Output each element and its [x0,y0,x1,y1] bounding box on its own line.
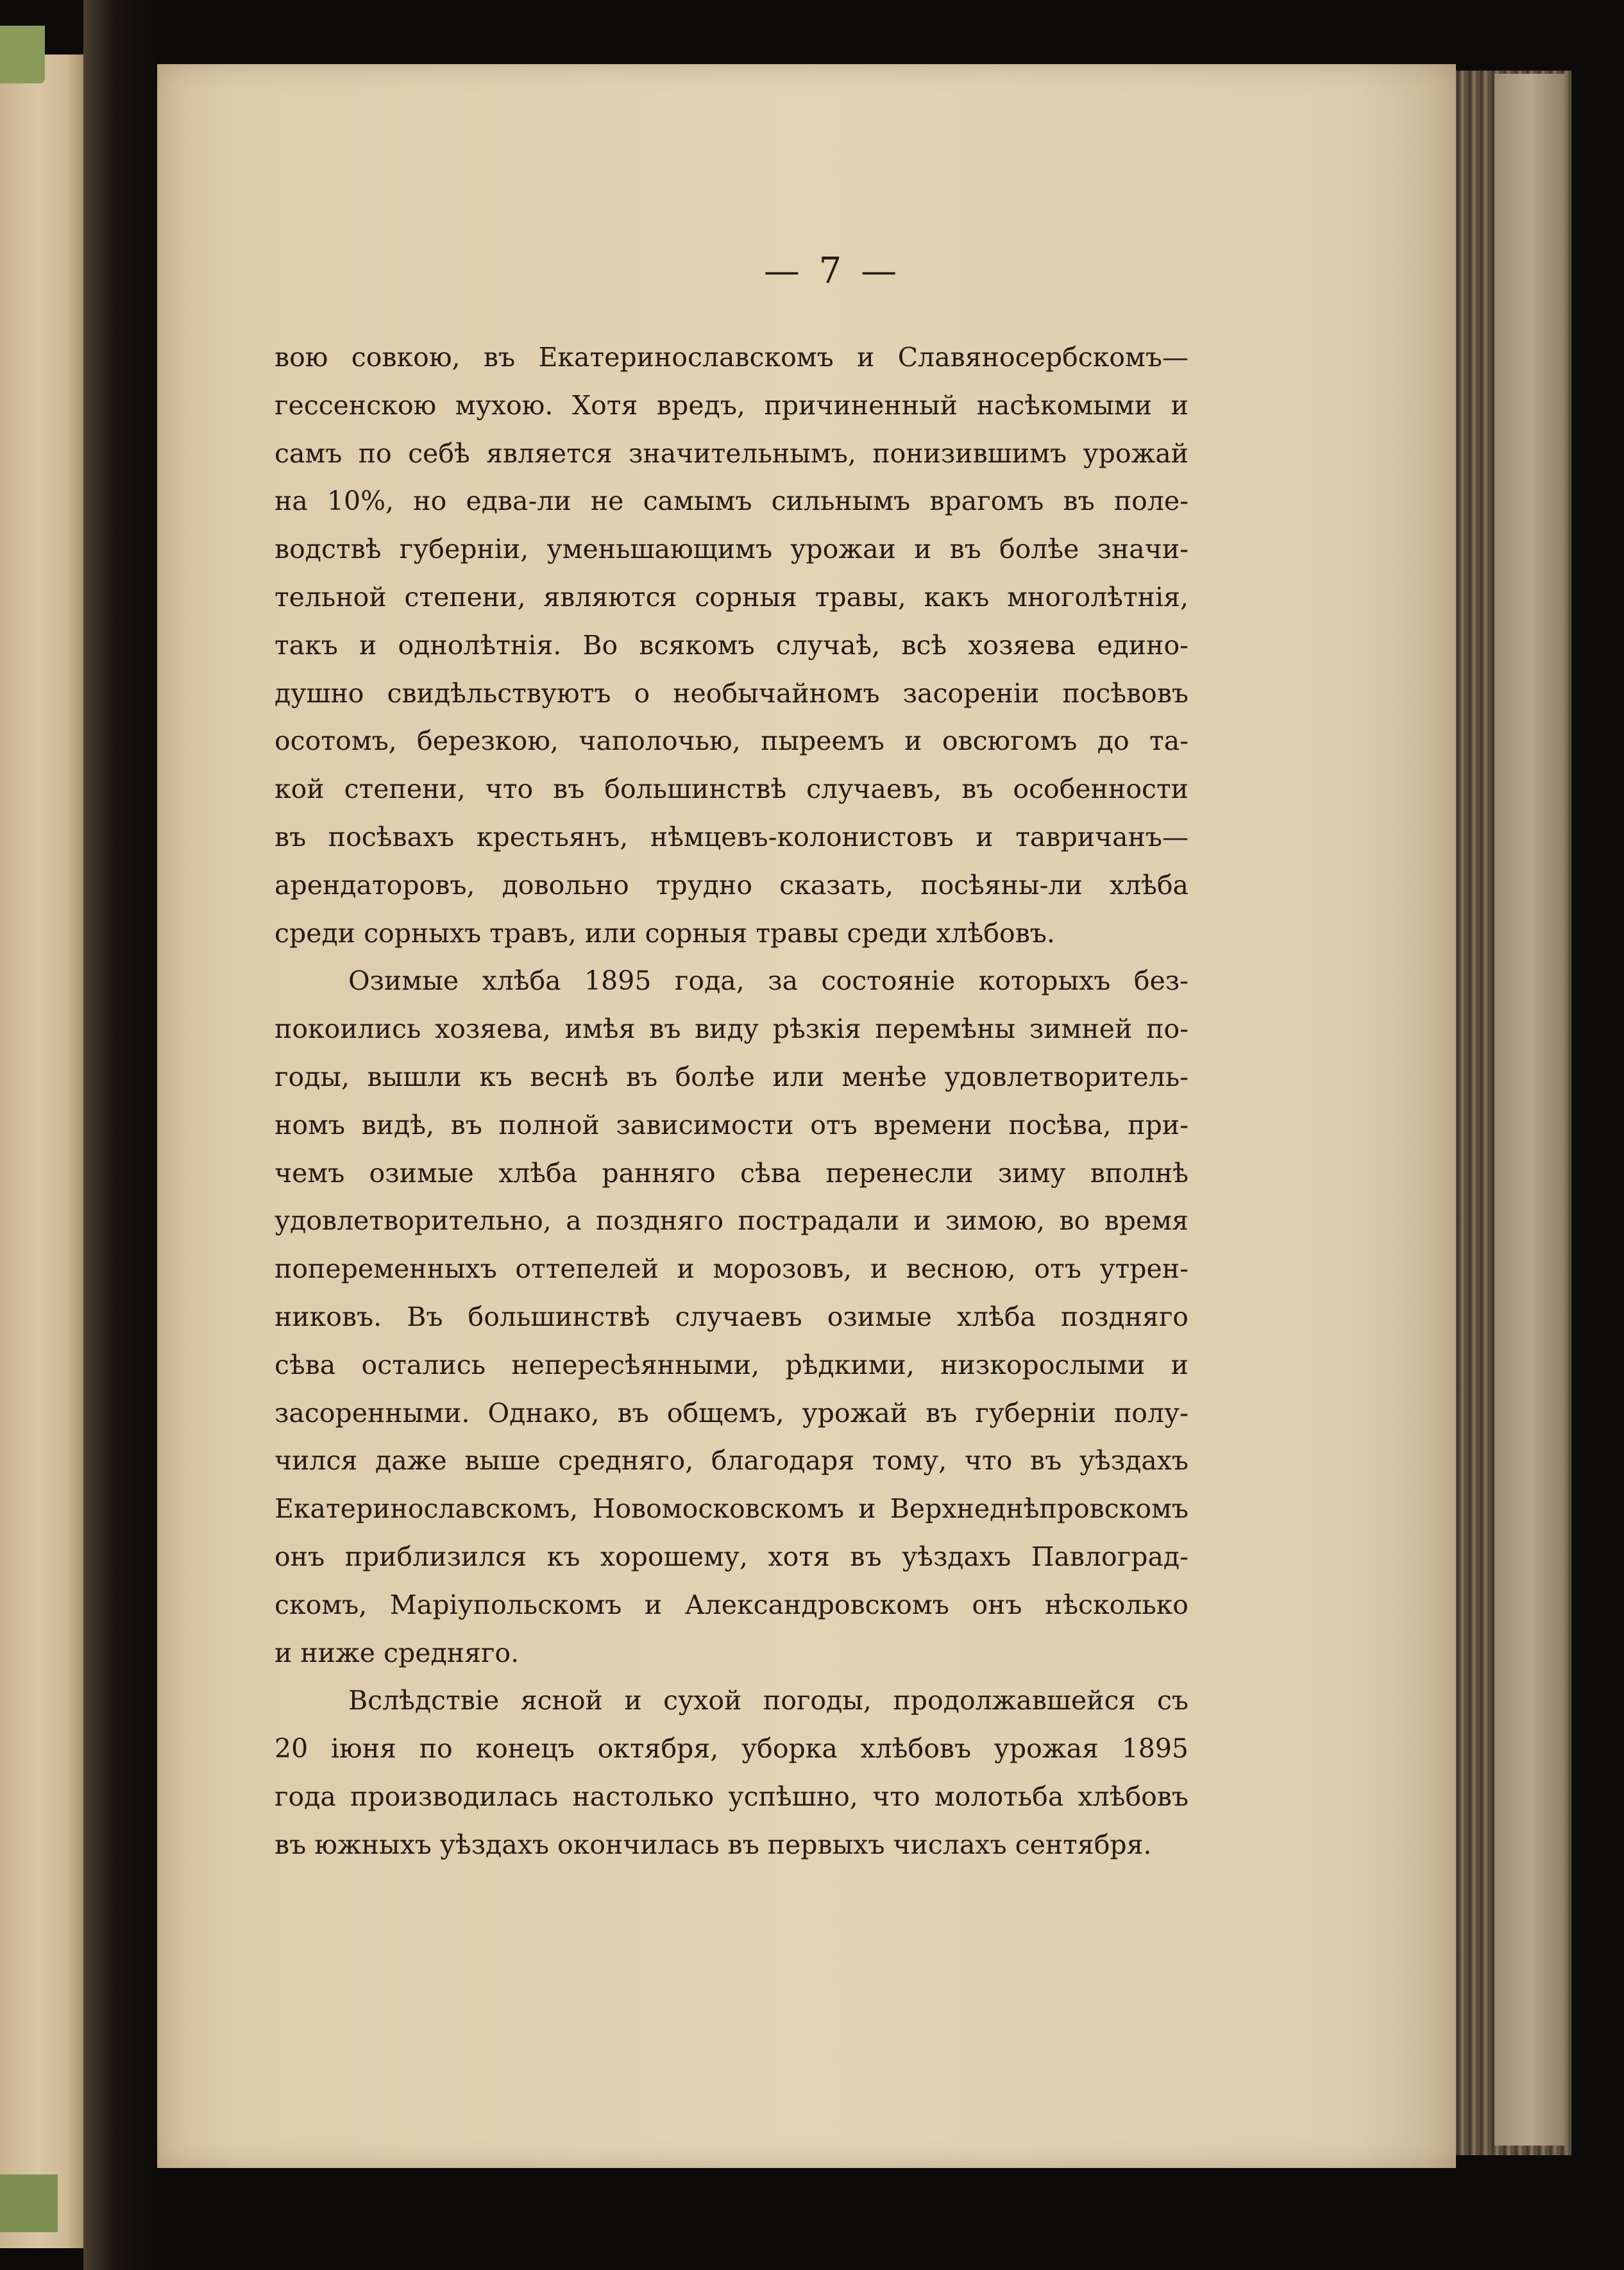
text-line: скомъ, Маріупольскомъ и Александровскомъ онъ нѣсколько [275,1589,1188,1620]
page-number-text: — 7 — [763,250,901,292]
page-number [157,250,1456,292]
text-line: годы, вышли къ веснѣ въ болѣе или менѣе удовлетворитель- [275,1061,1188,1092]
book-cover-edge [1494,74,1565,2146]
text-line: арендаторовъ, довольно трудно сказать, посѣяны-ли хлѣба [275,869,1188,901]
text-line: осотомъ, березкою, чаполочью, пыреемъ и овсюгомъ до та- [275,725,1188,757]
text-line: Озимые хлѣба 1895 года, за состояніе которыхъ без- [348,965,1188,997]
spine-ribbon-top [0,26,45,83]
book-gutter [83,0,160,2270]
book-page [157,64,1456,2168]
text-line: попеременныхъ оттепелей и морозовъ, и весною, отъ утрен- [275,1253,1188,1285]
text-line: номъ видѣ, въ полной зависимости отъ времени посѣва, при- [275,1109,1188,1140]
text-line: года производилась настолько успѣшно, что молотьба хлѣбовъ [275,1781,1188,1812]
text-line: вою совкою, въ Екатеринославскомъ и Славяносербскомъ— [275,342,1188,373]
text-line: въ южныхъ уѣздахъ окончилась въ первыхъ числахъ сентября. [275,1829,1152,1860]
text-line: на 10%, но едва-ли не самымъ сильнымъ врагомъ въ поле- [275,486,1188,517]
text-line: въ посѣвахъ крестьянъ, нѣмцевъ-колонистовъ и тавричанъ— [275,821,1188,852]
text-line: сѣва остались непересѣянными, рѣдкими, низкорослыми и [275,1349,1188,1380]
text-line: Екатеринославскомъ, Новомосковскомъ и Верхнеднѣпровскомъ [275,1493,1188,1525]
text-line: среди сорныхъ травъ, или сорныя травы среди хлѣбовъ. [275,917,1055,949]
text-line: душно свидѣльствуютъ о необычайномъ засореніи посѣвовъ [275,677,1188,709]
text-line: тельной степени, являются сорныя травы, какъ многолѣтнія, [275,581,1188,613]
text-line: Вслѣдствіе ясной и сухой погоды, продолжавшейся съ [348,1685,1188,1716]
paragraph [275,334,1188,957]
text-line: засоренными. Однако, въ общемъ, урожай въ губерніи полу- [275,1397,1188,1428]
left-page-edge [0,55,83,2248]
text-line: водствѣ губерніи, уменьшающимъ урожаи и въ болѣе значи- [275,534,1188,565]
text-line: самъ по себѣ является значительнымъ, понизившимъ урожай [275,437,1188,469]
text-line: и ниже средняго. [275,1637,520,1668]
text-line: кой степени, что въ большинствѣ случаевъ, въ особенности [275,774,1188,805]
text-line: удовлетворительно, а поздняго пострадали и зимою, во время [275,1205,1188,1237]
text-line: онъ приблизился къ хорошему, хотя въ уѣздахъ Павлоград- [275,1541,1188,1572]
paragraph [275,957,1188,1677]
page-text [275,334,1188,1869]
text-line: чемъ озимые хлѣба ранняго сѣва перенесли зиму вполнѣ [275,1157,1188,1189]
text-line: никовъ. Въ большинствѣ случаевъ озимые хлѣба поздняго [275,1301,1188,1332]
text-line: чился даже выше средняго, благодаря тому, что въ уѣздахъ [275,1445,1188,1477]
spine-ribbon-bottom [0,2174,58,2232]
text-line: гессенскою мухою. Хотя вредъ, причиненный насѣкомыми и [275,389,1188,421]
text-line: такъ и однолѣтнія. Во всякомъ случаѣ, всѣ хозяева едино- [275,629,1188,661]
paragraph [275,1677,1188,1868]
text-line: 20 іюня по конецъ октября, уборка хлѣбовъ урожая 1895 [275,1733,1188,1765]
text-line: покоились хозяева, имѣя въ виду рѣзкія перемѣны зимней по- [275,1013,1188,1045]
